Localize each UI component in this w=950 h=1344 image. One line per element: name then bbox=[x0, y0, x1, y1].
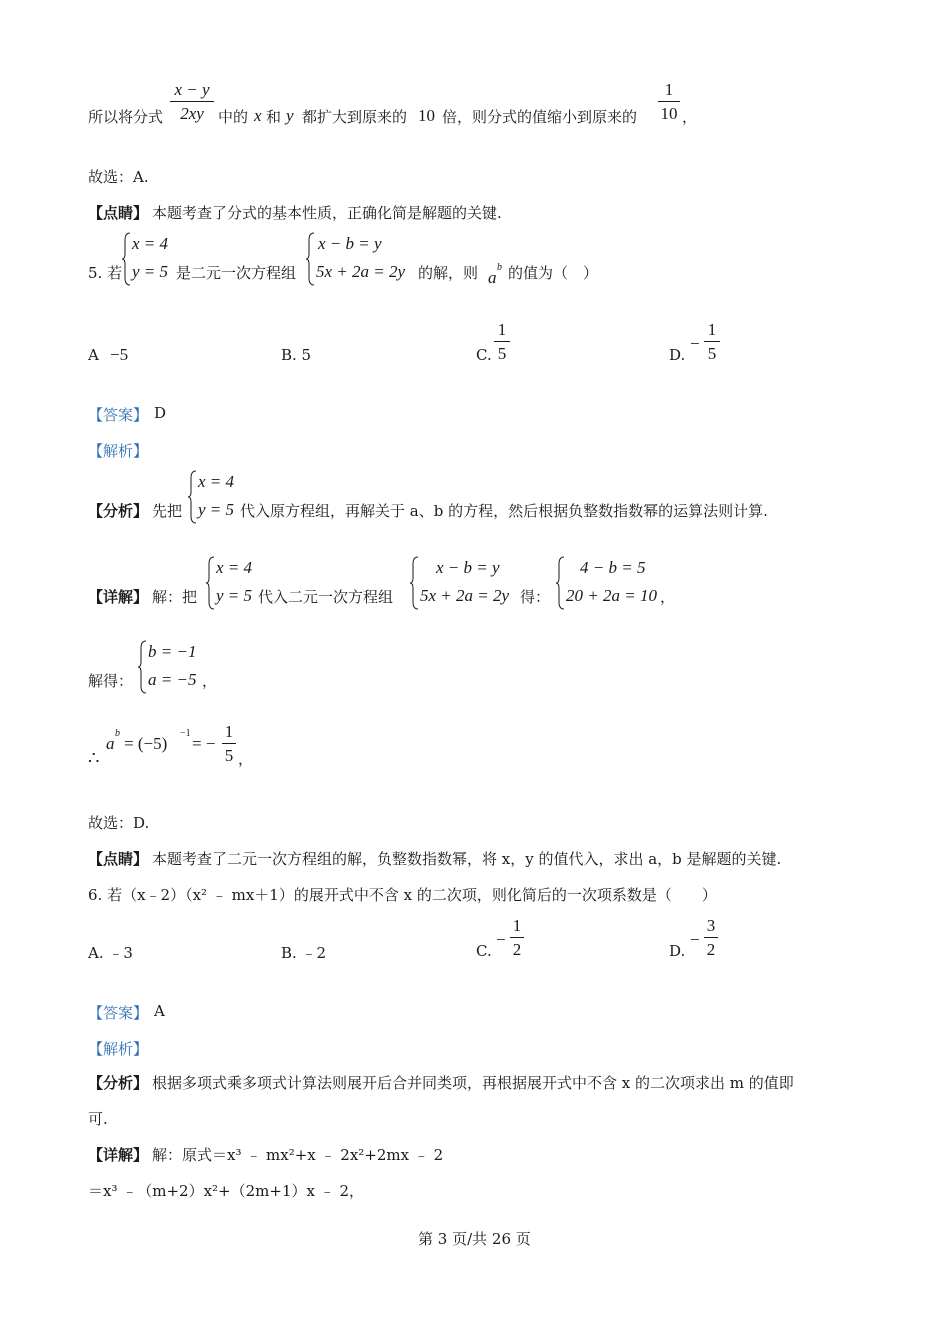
q6-option-c-label: C. bbox=[476, 942, 492, 960]
q5-answer: D bbox=[154, 404, 167, 422]
intro-end: ， bbox=[682, 108, 698, 126]
q5-option-c-label: C. bbox=[476, 346, 492, 364]
q6-answer: A bbox=[154, 1002, 165, 1020]
intro-he: 和 bbox=[266, 108, 282, 126]
q4-choose: 故选：A. bbox=[88, 168, 149, 186]
q6-fenxi-text1: 根据多项式乘多项式计算法则展开后合并同类项，再根据展开式中不含 x 的二次项求出 m 的值即 bbox=[152, 1074, 794, 1092]
var-x: x bbox=[254, 106, 262, 125]
brace-icon bbox=[138, 640, 148, 694]
q4-point-text: 本题考查了分式的基本性质，正确化简是解题的关键. bbox=[152, 204, 502, 222]
q5-b-sup: b bbox=[497, 262, 502, 273]
q6-analysis-tag: 【解析】 bbox=[88, 1040, 149, 1058]
q5-analysis-tag: 【解析】 bbox=[88, 442, 149, 460]
q5-option-d-label: D. bbox=[669, 346, 686, 364]
q5-sys2-a: x − b = y bbox=[318, 234, 382, 253]
q5-point-text: 本题考查了二元一次方程组的解，负整数指数幂，将 x，y 的值代入，求出 a，b 是解题的关键. bbox=[152, 850, 782, 868]
q5-mid: 是二元一次方程组 bbox=[176, 264, 297, 282]
q5-calc-mid: = (−5) bbox=[124, 734, 168, 753]
q5-calc-eq: = − bbox=[192, 734, 216, 753]
q6-xj-line1: 解：原式＝x³ ﹣ mx²+x ﹣ 2x²+2mx ﹣ 2 bbox=[152, 1146, 444, 1164]
q5-xj-sys1-b: y = 5 bbox=[216, 586, 253, 605]
intro-mid3: 倍，则分式的值缩小到原来的 bbox=[442, 108, 638, 126]
q6-option-c-minus: − bbox=[496, 930, 506, 949]
q5-xj-pre: 解：把 bbox=[152, 588, 198, 606]
brace-icon bbox=[410, 556, 420, 610]
intro-prefix: 所以将分式 bbox=[88, 108, 164, 126]
intro-mid1: 中的 bbox=[218, 108, 249, 126]
brace-icon bbox=[206, 556, 216, 610]
q5-xj-end: ， bbox=[660, 588, 676, 606]
q5-option-c-fraction: 1 5 bbox=[494, 320, 510, 364]
q5-number: 5. 若 bbox=[88, 264, 123, 282]
q5-calc-end: ， bbox=[238, 750, 254, 768]
q5-xj-mid: 代入二元一次方程组 bbox=[258, 588, 394, 606]
q6-option-d-minus: − bbox=[690, 930, 700, 949]
q5-calc-fraction: 1 5 bbox=[222, 722, 236, 766]
q5-solve-a: a = −5 bbox=[148, 670, 197, 689]
q5-calc-a: a bbox=[106, 734, 115, 753]
q5-option-a-value: −5 bbox=[110, 345, 129, 364]
var-y: y bbox=[286, 106, 294, 125]
q5-fenxi-text: 代入原方程组，再解关于 a、b 的方程，然后根据负整数指数幂的运算法则计算. bbox=[240, 502, 768, 520]
q6-fenxi-tag: 【分析】 bbox=[88, 1074, 149, 1092]
q5-option-b: B. 5 bbox=[281, 346, 312, 364]
q5-option-d-minus: − bbox=[690, 334, 700, 353]
q6-option-b: B. ﹣2 bbox=[281, 944, 327, 962]
q5-xj-sys2-b: 5x + 2a = 2y bbox=[420, 586, 510, 605]
q5-solve-b: b = −1 bbox=[148, 642, 197, 661]
q5-xj-sys3-a: 4 − b = 5 bbox=[580, 558, 646, 577]
q5-answer-tag: 【答案】 bbox=[88, 406, 149, 424]
q5-fenxi-tag: 【分析】 bbox=[88, 502, 149, 520]
q5-choose: 故选：D. bbox=[88, 814, 150, 832]
fraction-x-minus-y-over-2xy: x − y 2xy bbox=[170, 80, 214, 124]
q6-option-a: A. ﹣3 bbox=[88, 944, 133, 962]
q5-fenxi-sys-a: x = 4 bbox=[198, 472, 235, 491]
q5-fenxi-pre: 先把 bbox=[152, 502, 183, 520]
brace-icon bbox=[556, 556, 566, 610]
q5-sys2-b: 5x + 2a = 2y bbox=[316, 262, 406, 281]
q5-fenxi-sys-b: y = 5 bbox=[198, 500, 235, 519]
q5-a: a bbox=[488, 268, 497, 287]
q5-point-tag: 【点睛】 bbox=[88, 850, 149, 868]
q5-sys1-b: y = 5 bbox=[132, 262, 169, 281]
q6-option-c-fraction: 1 2 bbox=[510, 916, 524, 960]
q5-xj-sys3-b: 20 + 2a = 10 bbox=[566, 586, 657, 605]
ten: 10 bbox=[418, 106, 435, 125]
brace-icon bbox=[122, 232, 132, 286]
q5-solve-end: ， bbox=[202, 672, 218, 690]
q5-sys1-a: x = 4 bbox=[132, 234, 169, 253]
q5-xj-sys1-a: x = 4 bbox=[216, 558, 253, 577]
q5-option-d-fraction: 1 5 bbox=[704, 320, 720, 364]
q6-option-d-label: D. bbox=[669, 942, 686, 960]
therefore-symbol: ∴ bbox=[88, 748, 100, 769]
q5-xj-sys2-a: x − b = y bbox=[436, 558, 500, 577]
q5-xj-get: 得： bbox=[520, 588, 551, 606]
q5-xiangjie-tag: 【详解】 bbox=[88, 588, 149, 606]
q6-stem: 6. 若（x﹣2）（x² ﹣ mx＋1）的展开式中不含 x 的二次项，则化简后的一次项系数是（ ） bbox=[88, 886, 717, 904]
q5-tail: 的解，则 bbox=[418, 264, 479, 282]
page-footer: 第 3 页/共 26 页 bbox=[418, 1230, 531, 1248]
q5-ask: 的值为（ ） bbox=[508, 264, 599, 282]
q6-xj-line2: ＝x³ ﹣（m+2）x²+（2m+1）x ﹣ 2， bbox=[88, 1182, 365, 1200]
q6-fenxi-text2: 可. bbox=[88, 1110, 108, 1128]
q4-point-tag: 【点睛】 bbox=[88, 204, 149, 222]
intro-mid2: 都扩大到原来的 bbox=[302, 108, 408, 126]
q6-answer-tag: 【答案】 bbox=[88, 1004, 149, 1022]
q6-option-d-fraction: 3 2 bbox=[704, 916, 718, 960]
brace-icon bbox=[306, 232, 316, 286]
q5-calc-exp: −1 bbox=[180, 728, 191, 739]
fraction-1-over-10: 1 10 bbox=[658, 80, 680, 124]
q6-xiangjie-tag: 【详解】 bbox=[88, 1146, 149, 1164]
q5-option-a-label: A bbox=[88, 346, 99, 364]
q5-solve-label: 解得： bbox=[88, 672, 134, 690]
q5-calc-b-sup: b bbox=[115, 728, 120, 739]
brace-icon bbox=[188, 470, 198, 524]
